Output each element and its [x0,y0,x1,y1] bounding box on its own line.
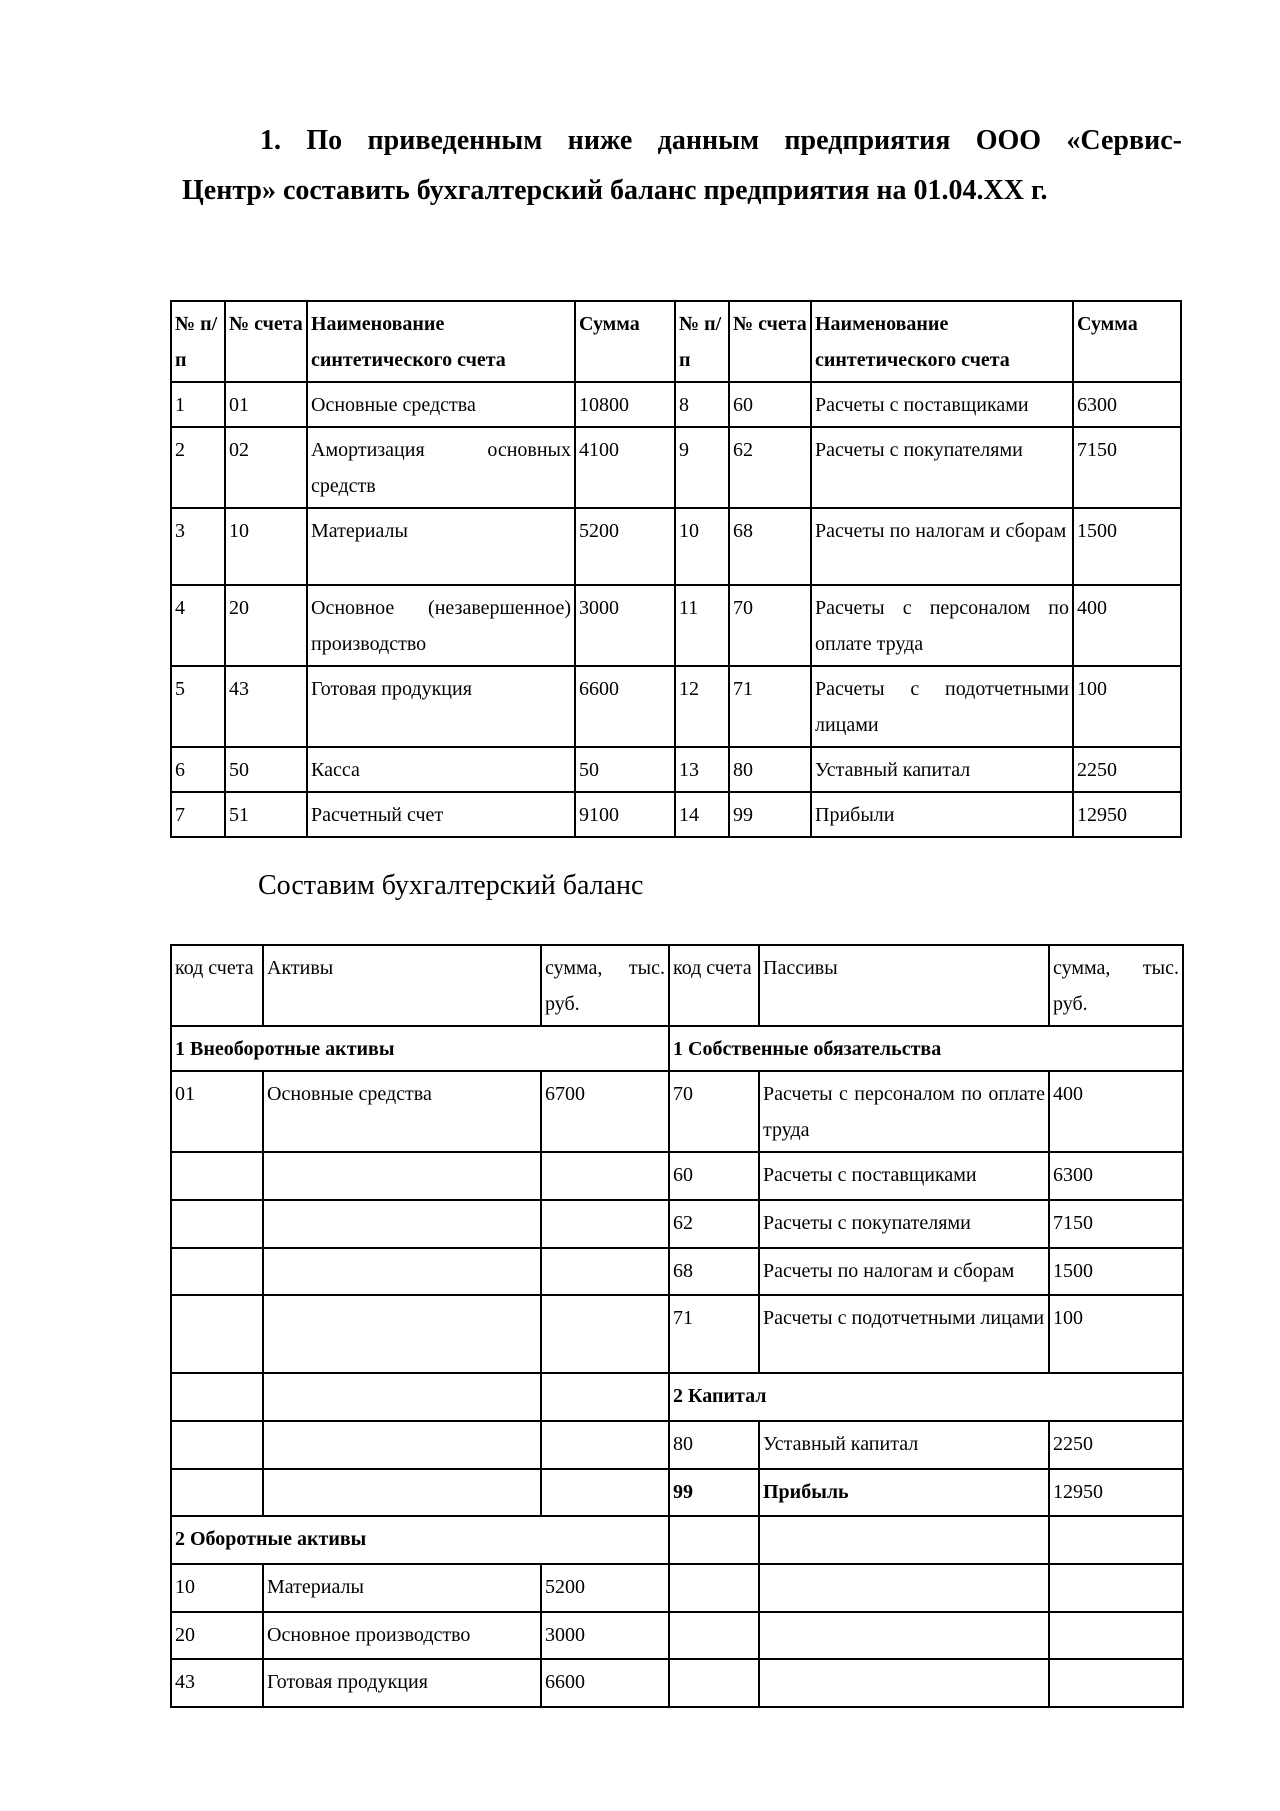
cell-sum: 7150 [1073,427,1181,508]
table-row [171,1071,1183,1152]
asset-sum: 6600 [541,1659,669,1707]
cell-name: Расчеты с персоналом по оплате труда [811,585,1073,666]
asset-name: Основное производство [263,1612,541,1659]
section-own-obligations: 1 Собственные обязательства [669,1026,1183,1071]
cell-sum: 3000 [575,585,675,666]
table-row [171,1200,1183,1248]
section-row [171,1516,1183,1564]
cell-sum: 10800 [575,382,675,427]
asset-sum: 6700 [541,1071,669,1152]
empty-cell [263,1373,541,1421]
cell-account: 02 [225,427,307,508]
liability-sum [1049,1612,1183,1659]
table-row [171,747,1181,792]
section-heading: Составим бухгалтерский баланс [258,870,644,901]
asset-sum [541,1295,669,1373]
empty-cell [541,1373,669,1421]
cell-num: 6 [171,747,225,792]
cell-num: 7 [171,792,225,837]
asset-name [263,1248,541,1295]
cell-num: 14 [675,792,729,837]
cell-sum: 12950 [1073,792,1181,837]
cell-sum: 4100 [575,427,675,508]
header-sum: Сумма [1073,301,1181,382]
asset-name: Готовая продукция [263,1659,541,1707]
asset-name [263,1469,541,1516]
liability-code: 71 [669,1295,759,1373]
cell-name: Расчеты с поставщиками [811,382,1073,427]
liability-code: 60 [669,1152,759,1200]
asset-sum: 5200 [541,1564,669,1612]
liability-name: Прибыль [759,1469,1049,1516]
asset-sum [541,1421,669,1469]
table-row [171,508,1181,585]
section-row [171,1373,1183,1421]
section-row [171,1026,1183,1071]
asset-name: Материалы [263,1564,541,1612]
liability-code: 68 [669,1248,759,1295]
liability-code [669,1612,759,1659]
task-statement [182,116,1182,216]
liability-name: Расчеты с подотчетными лицами [759,1295,1049,1373]
cell-num: 8 [675,382,729,427]
liability-name: Расчеты с поставщиками [759,1152,1049,1200]
header-sum: Сумма [575,301,675,382]
empty-cell [171,1373,263,1421]
cell-sum: 2250 [1073,747,1181,792]
liability-sum: 12950 [1049,1469,1183,1516]
asset-name: Основные средства [263,1071,541,1152]
cell-name: Расчеты с подотчетными лицами [811,666,1073,747]
cell-num: 5 [171,666,225,747]
header-num: № п/п [675,301,729,382]
section-non-current-assets: 1 Внеоборотные активы [171,1026,669,1071]
cell-sum: 6600 [575,666,675,747]
asset-code [171,1421,263,1469]
cell-name: Касса [307,747,575,792]
cell-num: 2 [171,427,225,508]
header-name: Наименование синтетического счета [307,301,575,382]
liability-code: 70 [669,1071,759,1152]
cell-account: 20 [225,585,307,666]
asset-code [171,1200,263,1248]
liability-sum: 2250 [1049,1421,1183,1469]
cell-num: 3 [171,508,225,585]
empty-cell [669,1516,759,1564]
task-line-2: Центр» составить бухгалтерский баланс предприятия на 01.04.XX г. [182,175,1048,206]
liability-name: Уставный капитал [759,1421,1049,1469]
liability-sum: 6300 [1049,1152,1183,1200]
cell-sum: 6300 [1073,382,1181,427]
empty-cell [759,1516,1049,1564]
cell-name: Основные средства [307,382,575,427]
liability-name: Расчеты с персоналом по оплате труда [759,1071,1049,1152]
liability-code: 99 [669,1469,759,1516]
liability-name [759,1564,1049,1612]
empty-cell [1049,1516,1183,1564]
cell-name: Расчетный счет [307,792,575,837]
asset-name [263,1200,541,1248]
liability-code: 80 [669,1421,759,1469]
accounts-table [170,300,1182,838]
table-row [171,382,1181,427]
header-num: № п/п [171,301,225,382]
table-row [171,1248,1183,1295]
cell-account: 68 [729,508,811,585]
table-row [171,1612,1183,1659]
liability-sum [1049,1564,1183,1612]
table-header-row [171,301,1181,382]
liability-name: Расчеты по налогам и сборам [759,1248,1049,1295]
cell-account: 70 [729,585,811,666]
liability-code [669,1659,759,1707]
table-row [171,1295,1183,1373]
asset-name [263,1152,541,1200]
cell-account: 71 [729,666,811,747]
asset-name [263,1421,541,1469]
table-row [171,666,1181,747]
table-row [171,1152,1183,1200]
asset-code [171,1152,263,1200]
cell-name: Амортизация основных средств [307,427,575,508]
header-assets: Активы [263,945,541,1026]
header-code: код счета [669,945,759,1026]
cell-account: 43 [225,666,307,747]
liability-sum: 400 [1049,1071,1183,1152]
table-row [171,427,1181,508]
table-row [171,1564,1183,1612]
cell-account: 51 [225,792,307,837]
asset-code: 01 [171,1071,263,1152]
table-row [171,1421,1183,1469]
cell-num: 4 [171,585,225,666]
liability-sum: 7150 [1049,1200,1183,1248]
task-line-1: 1. По приведенным ниже данным предприятия ООО «Сервис- [260,125,1182,156]
cell-num: 13 [675,747,729,792]
table-row [171,585,1181,666]
liability-code: 62 [669,1200,759,1248]
liability-name [759,1659,1049,1707]
cell-name: Расчеты по налогам и сборам [811,508,1073,585]
cell-name: Расчеты с покупателями [811,427,1073,508]
liability-code [669,1564,759,1612]
header-liabilities: Пассивы [759,945,1049,1026]
liability-sum: 100 [1049,1295,1183,1373]
cell-sum: 100 [1073,666,1181,747]
header-code: код счета [171,945,263,1026]
liability-sum: 1500 [1049,1248,1183,1295]
asset-code: 43 [171,1659,263,1707]
cell-account: 62 [729,427,811,508]
cell-sum: 50 [575,747,675,792]
table-header-row [171,945,1183,1026]
cell-account: 80 [729,747,811,792]
cell-name: Материалы [307,508,575,585]
cell-num: 9 [675,427,729,508]
cell-account: 01 [225,382,307,427]
liability-name: Расчеты с покупателями [759,1200,1049,1248]
cell-num: 1 [171,382,225,427]
header-sum: сумма, тыс. руб. [541,945,669,1026]
header-account: № счета [225,301,307,382]
asset-name [263,1295,541,1373]
cell-account: 99 [729,792,811,837]
cell-num: 12 [675,666,729,747]
cell-num: 10 [675,508,729,585]
table-row [171,792,1181,837]
balance-sheet-table [170,944,1184,1708]
asset-code: 10 [171,1564,263,1612]
section-current-assets: 2 Оборотные активы [171,1516,669,1564]
header-name: Наименование синтетического счета [811,301,1073,382]
header-account: № счета [729,301,811,382]
cell-name: Основное (незавершенное) производство [307,585,575,666]
asset-code [171,1295,263,1373]
cell-sum: 5200 [575,508,675,585]
asset-sum [541,1248,669,1295]
header-sum: сумма, тыс. руб. [1049,945,1183,1026]
asset-code [171,1248,263,1295]
cell-name: Готовая продукция [307,666,575,747]
cell-num: 11 [675,585,729,666]
liability-sum [1049,1659,1183,1707]
cell-name: Уставный капитал [811,747,1073,792]
liability-name [759,1612,1049,1659]
cell-sum: 9100 [575,792,675,837]
cell-account: 60 [729,382,811,427]
asset-code: 20 [171,1612,263,1659]
cell-account: 50 [225,747,307,792]
table-row [171,1659,1183,1707]
asset-sum: 3000 [541,1612,669,1659]
section-capital: 2 Капитал [669,1373,1183,1421]
asset-sum [541,1200,669,1248]
asset-sum [541,1152,669,1200]
asset-sum [541,1469,669,1516]
asset-code [171,1469,263,1516]
cell-sum: 400 [1073,585,1181,666]
cell-name: Прибыли [811,792,1073,837]
cell-account: 10 [225,508,307,585]
cell-sum: 1500 [1073,508,1181,585]
table-row [171,1469,1183,1516]
